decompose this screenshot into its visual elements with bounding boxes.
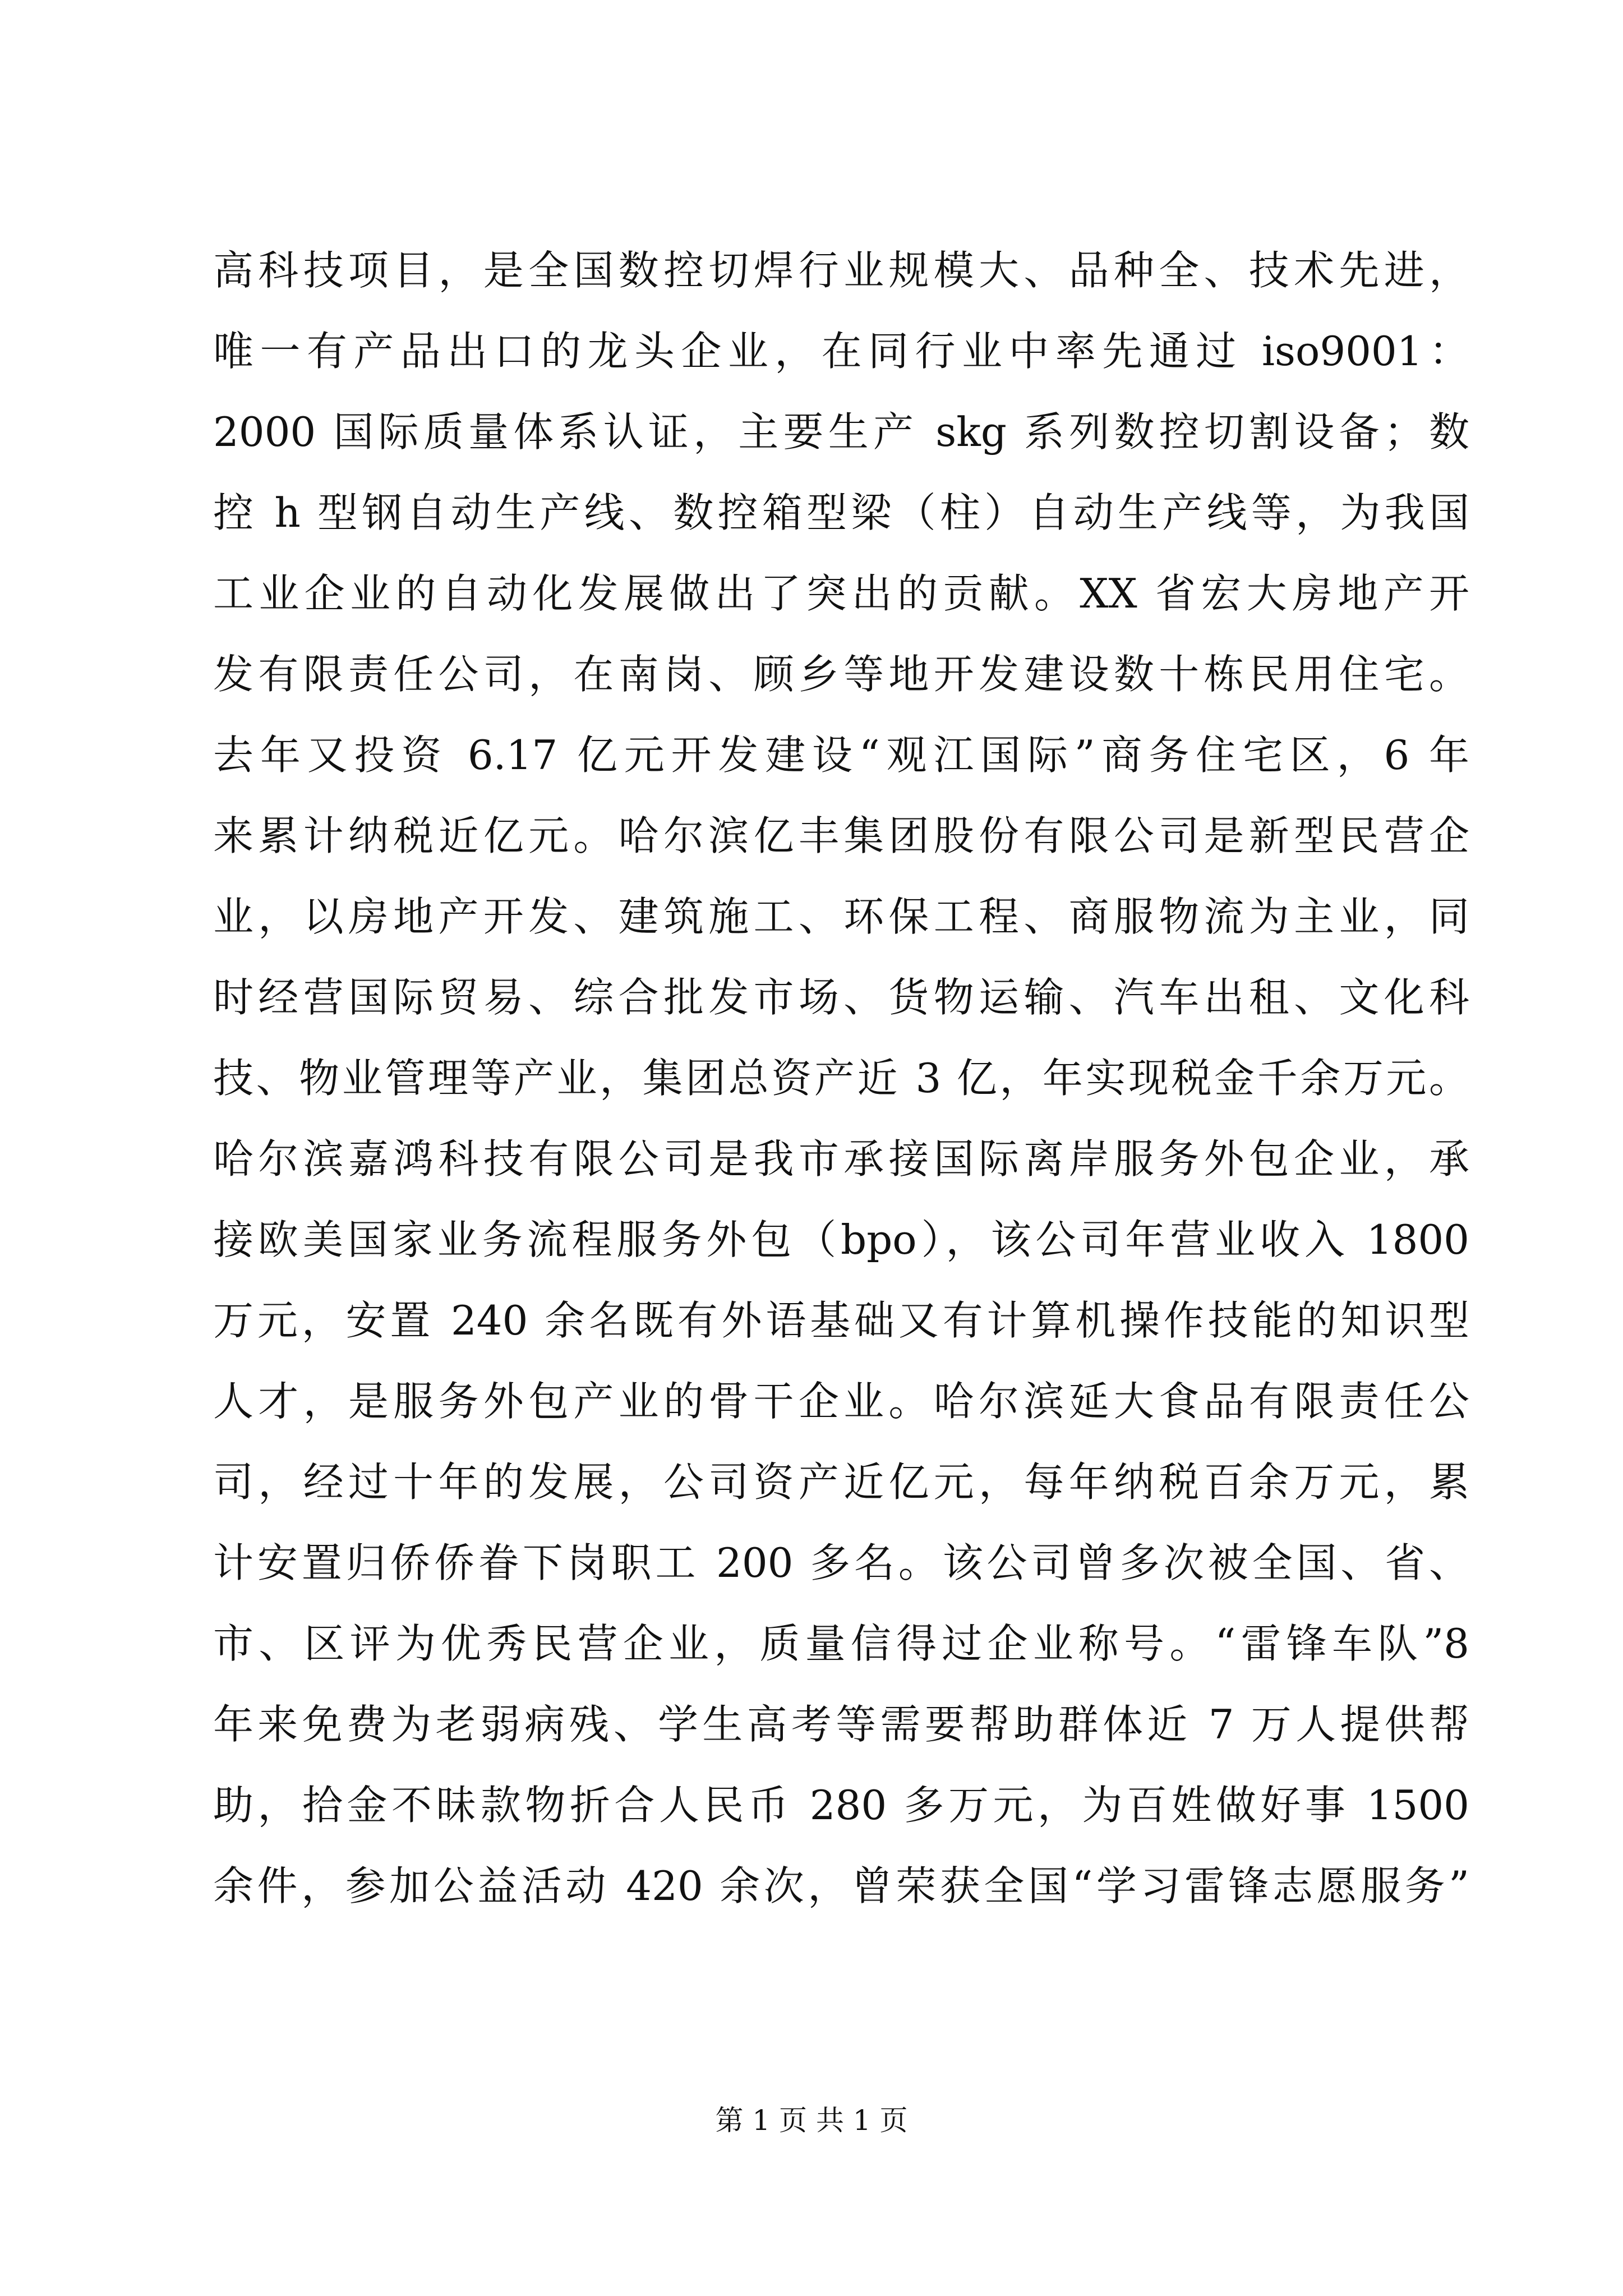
text-line: 业，以房地产开发、建筑施工、环保工程、商服物流为主业，同 [213, 893, 1469, 940]
text-line: 来累计纳税近亿元。哈尔滨亿丰集团股份有限公司是新型民营企 [213, 812, 1469, 859]
text-line: 控 h 型钢自动生产线、数控箱型梁（柱）自动生产线等，为我国 [213, 489, 1469, 536]
text-line: 技、物业管理等产业，集团总资产近 3 亿，年实现税金千余万元。 [213, 1055, 1469, 1102]
text-line: 2000 国际质量体系认证，主要生产 skg 系列数控切割设备；数 [213, 408, 1469, 455]
text-line: 计安置归侨侨眷下岗职工 200 多名。该公司曾多次被全国、省、 [213, 1539, 1469, 1586]
text-line: 万元，安置 240 余名既有外语基础又有计算机操作技能的知识型 [213, 1297, 1469, 1344]
text-line: 接欧美国家业务流程服务外包（bpo），该公司年营业收入 1800 [213, 1216, 1469, 1263]
text-line: 司，经过十年的发展，公司资产近亿元，每年纳税百余万元，累 [213, 1458, 1469, 1506]
page-number-footer: 第 1 页 共 1 页 [715, 2104, 908, 2137]
text-line: 余件，参加公益活动 420 余次，曾荣获全国“学习雷锋志愿服务” [213, 1862, 1469, 1910]
body-text [213, 230, 1469, 1926]
text-line: 市、区评为优秀民营企业，质量信得过企业称号。“雷锋车队”8 [213, 1620, 1469, 1667]
text-line: 发有限责任公司，在南岗、顾乡等地开发建设数十栋民用住宅。 [213, 651, 1469, 698]
text-line: 唯一有产品出口的龙头企业，在同行业中率先通过 iso9001： [213, 328, 1469, 375]
text-line: 高科技项目，是全国数控切焊行业规模大、品种全、技术先进， [213, 247, 1469, 294]
text-line: 去年又投资 6.17 亿元开发建设“观江国际”商务住宅区，6 年 [213, 731, 1469, 779]
text-line: 人才，是服务外包产业的骨干企业。哈尔滨延大食品有限责任公 [213, 1378, 1469, 1425]
text-line: 助，拾金不昧款物折合人民币 280 多万元，为百姓做好事 1500 [213, 1782, 1469, 1829]
text-line: 哈尔滨嘉鸿科技有限公司是我市承接国际离岸服务外包企业，承 [213, 1135, 1469, 1182]
text-line: 年来免费为老弱病残、学生高考等需要帮助群体近 7 万人提供帮 [213, 1701, 1469, 1748]
text-line: 时经营国际贸易、综合批发市场、货物运输、汽车出租、文化科 [213, 974, 1469, 1021]
text-line: 工业企业的自动化发展做出了突出的贡献。XX 省宏大房地产开 [213, 570, 1469, 617]
